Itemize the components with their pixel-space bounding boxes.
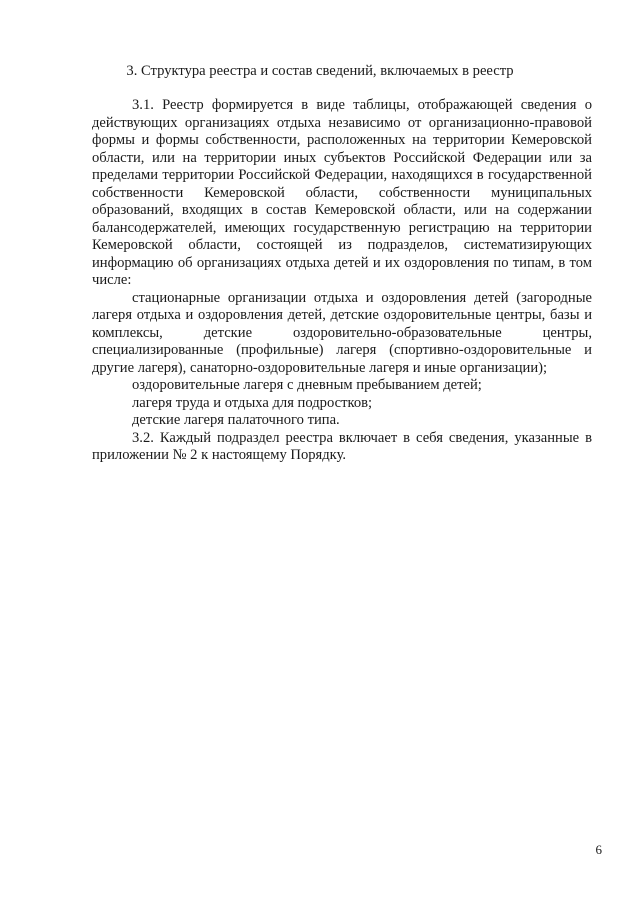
paragraph-3-2: 3.2. Каждый подраздел реестра включает в себя сведения, указанные в приложении № 2 к настоящему Порядку. <box>92 429 592 463</box>
section-heading: 3. Структура реестра и состав сведений, включаемых в реестр <box>126 63 514 79</box>
list-item-labor-camps: лагеря труда и отдыха для подростков; <box>132 394 373 411</box>
page-number: 6 <box>595 842 602 857</box>
paragraph-3-1: 3.1. Реестр формируется в виде таблицы, отображающей сведения о действующих организациях отдыха независимо от организационно-правовой формы и формы собственности, расположенных на территории Кемеровской области, или на территории иных субъектов Российской Федерации или за пределами территории Российской Федерации, находящихся в государственной собственности Кемеровской области, собственности муниципальных образований, входящих в состав Кемеровской области, или на содержании балансодержателей, имеющих государственную регистрацию на территории Кемеровской области, состоящей из подразделов, систематизирующих информацию об организациях отдыха детей и их оздоровления по типам, в том числе: <box>92 97 592 288</box>
list-item-stationary-camps: стационарные организации отдыха и оздоровления детей (загородные лагеря отдыха и оздоровления детей, детские оздоровительные центры, базы и комплексы, детские оздоровительно-образовательные центры, специализированные (профильные) лагеря (спортивно-оздоровительные и другие лагеря), санаторно-оздоровительные лагеря и иные организации); <box>92 289 592 376</box>
list-item-day-camps: оздоровительные лагеря с дневным пребыванием детей; <box>132 377 482 393</box>
list-item-tent-camps: детские лагеря палаточного типа. <box>132 412 340 428</box>
document-body <box>92 97 592 465</box>
